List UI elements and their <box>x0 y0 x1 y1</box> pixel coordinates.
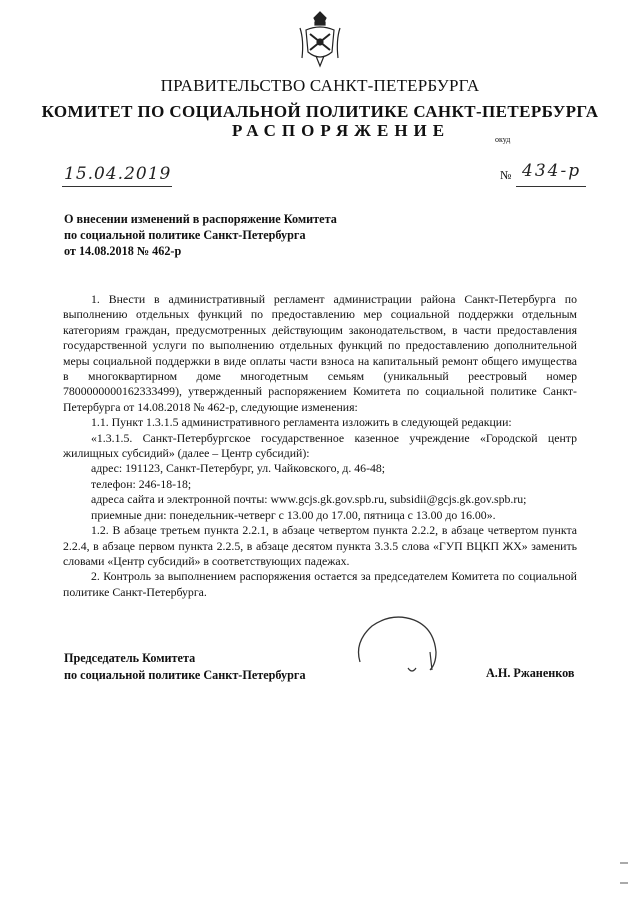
paragraph: телефон: 246-18-18; <box>91 476 192 491</box>
signatory-position-line: Председатель Комитета <box>64 651 196 665</box>
signatory-position <box>64 650 306 684</box>
paragraph: 1.2. В абзаце третьем пункта 2.2.1, в абзаце четвертом пункта 2.2.2, в абзаце четвертом пункта 2.2.4, в абзаце первом пункта 2.2.5, в абзаце десятом пункта 3.3.5 слова «ГУП ВЦКП ЖХ» заменить словами «Центр субсидий» в соответствующих падежах. <box>63 523 577 568</box>
paragraph: 1.1. Пункт 1.3.1.5 административного регламента изложить в следующей редакции: <box>91 415 512 430</box>
signatory-name: А.Н. Ржаненков <box>486 666 575 680</box>
document-subject <box>64 211 337 259</box>
signatory-position-line: по социальной политике Санкт-Петербурга <box>64 668 306 682</box>
subject-line: по социальной политике Санкт-Петербурга <box>64 228 306 242</box>
document-body <box>63 292 577 600</box>
number-handwritten: 434-р <box>522 161 582 181</box>
okud-label: окуд <box>495 135 511 144</box>
document-type: РАСПОРЯЖЕНИЕ <box>232 121 451 140</box>
paragraph: адрес: 191123, Санкт-Петербург, ул. Чайковского, д. 46-48; <box>91 461 386 476</box>
coat-of-arms-icon <box>296 10 344 68</box>
committee-title: КОМИТЕТ ПО СОЦИАЛЬНОЙ ПОЛИТИКЕ САНКТ-ПЕТЕРБУРГА <box>41 102 599 121</box>
paragraph: адреса сайта и электронной почты: www.gcjs.gk.gov.spb.ru, subsidii@gcjs.gk.gov.spb.ru; <box>91 492 527 507</box>
subject-line: О внесении изменений в распоряжение Комитета <box>64 212 337 226</box>
scan-artifact-icon <box>614 855 634 895</box>
number-sign: № <box>500 168 512 182</box>
government-title: ПРАВИТЕЛЬСТВО САНКТ-ПЕТЕРБУРГА <box>160 76 480 95</box>
date-handwritten: 15.04.2019 <box>64 164 172 184</box>
paragraph: приемные дни: понедельник-четверг с 13.00 до 17.00, пятница с 13.00 до 16.00». <box>91 507 496 522</box>
signature-icon <box>352 612 442 682</box>
subject-line: от 14.08.2018 № 462-р <box>64 244 182 258</box>
paragraph: «1.3.1.5. Санкт-Петербургское государственное казенное учреждение «Городской центр жилищных субсидий» (далее – Центр субсидий): <box>63 430 577 461</box>
paragraph: 2. Контроль за выполнением распоряжения остается за председателем Комитета по социальной политике Санкт-Петербурга. <box>63 569 577 599</box>
paragraph: 1. Внести в административный регламент администрации района Санкт-Петербурга по выполнению отдельных функций по предоставлению мер социальной поддержки отдельным категориям граждан, предусмотренных действующим законодательством, в части предоставления государственной услуги по выполнению отдельных функций по предоставлению дополнительной меры социальной поддержки в виде оплаты части взноса на капитальный ремонт общего имущества в многоквартирном доме многодетным семьям (уникальный реестровый номер 7800000000162333499), утвержденный распоряжением Комитета по социальной политике Санкт-Петербурга от 14.08.2018 № 462-р, следующие изменения: <box>63 292 577 414</box>
